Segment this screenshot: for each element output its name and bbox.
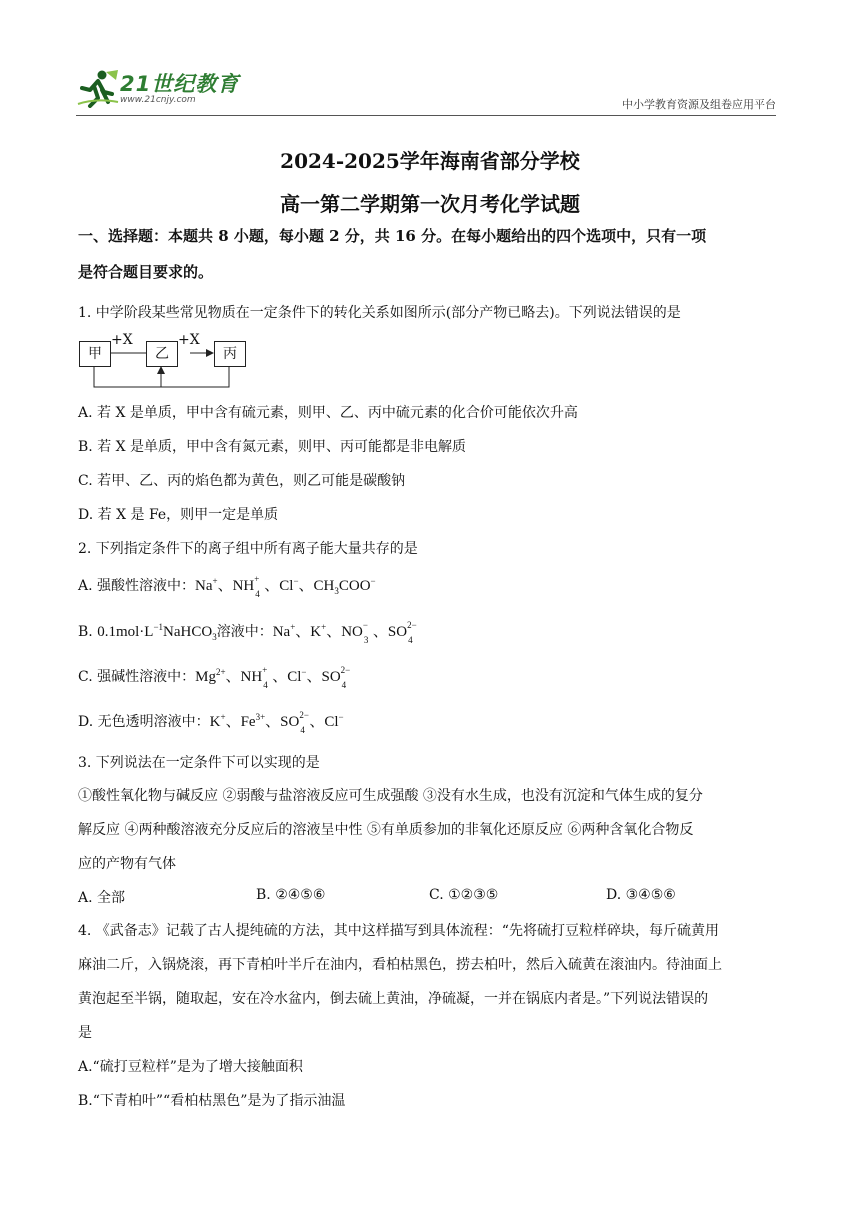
box-jia: 甲: [79, 341, 111, 367]
q2-option-b: [78, 620, 783, 645]
platform-name: 中小学教育资源及组卷应用平台: [622, 98, 776, 111]
arrow1-label: +X: [111, 332, 133, 348]
q4-stem-line3: 黄泡起至半锅，随取起，安在冷水盆内，倒去硫上黄油，净硫凝，一并在锅底内者是。”下列说法错误的: [78, 991, 709, 1007]
q4-stem-line4: 是: [78, 1025, 92, 1041]
q3-option-a: A. 全部: [78, 890, 126, 906]
header-divider: [76, 115, 776, 116]
runner-logo-icon: [76, 68, 120, 108]
q2-option-b-concentration: $0.1mol\cdot L^{-1}NaHCO_3$: [97, 622, 217, 642]
q2-option-b-ions: Na+、K+、NO − 3 、SO 2− 4: [272, 619, 417, 645]
q1-option-b: B. 若 X 是单质，甲中含有氮元素，则甲、丙可能都是非电解质: [78, 439, 467, 455]
box-bing: 丙: [214, 341, 246, 367]
arrow2-label: +X: [178, 332, 200, 348]
exam-title-line1: 2024-2025学年海南省部分学校: [280, 149, 580, 173]
q3-options: [78, 887, 783, 907]
q2-option-b-cond: 溶液中：: [216, 624, 273, 640]
logo-url: www.21cnjy.com: [120, 95, 196, 105]
q1-conversion-diagram: [78, 332, 248, 394]
exam-title-line2: 高一第二学期第一次月考化学试题: [280, 192, 580, 216]
q4-stem-line2: 麻油二斤，入锅烧滚，再下青柏叶半斤在油内，看柏枯黑色，捞去柏叶，然后入硫黄在滚油内。待油面上: [78, 957, 722, 973]
q3-statement-line2: 解反应 ④两种酸溶液充分反应后的溶液呈中性 ⑤有单质参加的非氧化还原反应 ⑥两种含氧化合物反: [78, 822, 694, 838]
q4-option-a: A.“硫打豆粒样”是为了增大接触面积: [78, 1059, 303, 1075]
q4-option-b: B.“下青柏叶”“看柏枯黑色”是为了指示油温: [78, 1093, 346, 1109]
q2-option-a-ions: Na+、NH + 4 、Cl−、$CH_3COO^-$: [195, 573, 376, 599]
q3-option-b: B. ②④⑤⑥: [256, 887, 326, 903]
q2-option-c: [78, 665, 783, 690]
q2-option-c-prefix: C. 强碱性溶液中：: [78, 669, 196, 685]
q3-option-d: D. ③④⑤⑥: [606, 887, 676, 903]
q1-option-c: C. 若甲、乙、丙的焰色都为黄色，则乙可能是碳酸钠: [78, 473, 406, 489]
q2-stem: 2. 下列指定条件下的离子组中所有离子能大量共存的是: [78, 541, 418, 557]
logo-text: 21世纪教育: [120, 72, 240, 96]
q1-option-a: A. 若 X 是单质，甲中含有硫元素，则甲、乙、丙中硫元素的化合价可能依次升高: [78, 405, 578, 421]
q3-statement-line1: ①酸性氧化物与碱反应 ②弱酸与盐溶液反应可生成强酸 ③没有水生成，也没有沉淀和气体生成的复分: [78, 788, 703, 804]
q2-option-d-prefix: D. 无色透明溶液中：: [78, 714, 210, 730]
q2-option-a-prefix: A. 强酸性溶液中：: [78, 578, 196, 594]
q2-option-b-prefix: B.: [78, 624, 98, 640]
q1-stem: 1. 中学阶段某些常见物质在一定条件下的转化关系如图所示(部分产物已略去)。下列说法错误的是: [78, 305, 681, 321]
q2-option-c-ions: $Mg^{2+}$、NH + 4 、Cl−、SO 2− 4: [195, 664, 351, 690]
section-heading-line1: 一、选择题：本题共 8 小题，每小题 2 分，共 16 分。在每小题给出的四个选项中，只有一项: [78, 227, 707, 245]
q2-option-d-ions: K+、$Fe^{3+}$、SO 2− 4 、Cl−: [209, 709, 344, 735]
logo: [76, 68, 256, 114]
q2-option-d: [78, 710, 783, 735]
q3-statement-line3: 应的产物有气体: [78, 856, 176, 872]
box-yi: 乙: [146, 341, 178, 367]
q4-stem-line1: 4. 《武备志》记载了古人提纯硫的方法，其中这样描写到具体流程：“先将硫打豆粒样碎块，每斤硫黄用: [78, 923, 719, 939]
q2-option-a: [78, 574, 783, 599]
q3-option-c: C. ①②③⑤: [429, 887, 499, 903]
section-heading-line2: 是符合题目要求的。: [78, 263, 214, 281]
page-header: [76, 66, 776, 116]
q1-option-d: D. 若 X 是 Fe，则甲一定是单质: [78, 507, 279, 523]
q3-stem: 3. 下列说法在一定条件下可以实现的是: [78, 755, 320, 771]
